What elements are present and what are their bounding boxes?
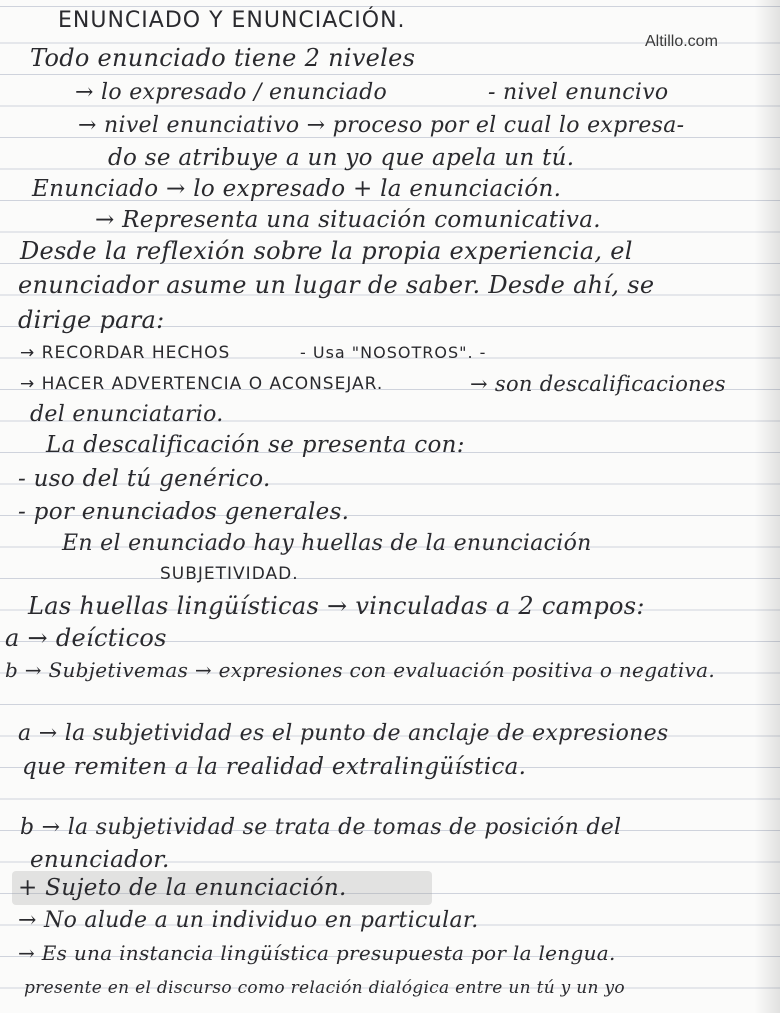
note-line: presente en el discurso como relación dialógica entre un tú y un yo [24, 978, 625, 998]
note-line: a → la subjetividad es el punto de anclaje de expresiones [18, 721, 669, 746]
note-line: Desde la reflexión sobre la propia experiencia, el [20, 237, 633, 265]
note-line: del enunciatario. [30, 402, 224, 427]
note-line: → son descalificaciones [470, 372, 726, 396]
watermark: Altillo.com [645, 33, 718, 50]
note-line: b → la subjetividad se trata de tomas de posición del [20, 815, 622, 840]
note-line: → HACER ADVERTENCIA O ACONSEJAR. [20, 374, 384, 394]
note-line: → Representa una situación comunicativa. [95, 207, 601, 233]
page-edge-shadow [754, 0, 780, 1013]
note-line: enunciador asume un lugar de saber. Desde ahí, se [18, 271, 655, 299]
note-line: SUBJETIVIDAD. [160, 564, 299, 584]
note-line: - Usa "NOSOTROS". - [300, 343, 487, 362]
note-line: → Es una instancia lingüística presupuesta por la lengua. [18, 941, 616, 965]
note-line: - nivel enuncivo [488, 80, 669, 105]
note-line: La descalificación se presenta con: [46, 432, 465, 458]
note-line: do se atribuye a un yo que apela un tú. [108, 145, 575, 171]
note-line: → nivel enunciativo → proceso por el cual lo expresa- [78, 113, 685, 138]
note-line: b → Subjetivemas → expresiones con evaluación positiva o negativa. [5, 658, 716, 682]
note-line: → RECORDAR HECHOS [20, 343, 231, 363]
heading: ENUNCIADO Y ENUNCIACIÓN. [58, 8, 406, 33]
note-line: que remiten a la realidad extralingüística. [22, 754, 527, 780]
note-line: → lo expresado / enunciado [75, 80, 388, 105]
note-line: En el enunciado hay huellas de la enunciación [62, 531, 592, 556]
note-line: dirige para: [18, 306, 165, 334]
note-line: - uso del tú genérico. [18, 466, 271, 492]
note-line: Las huellas lingüísticas → vinculadas a 2 campos: [28, 592, 645, 620]
note-line: Todo enunciado tiene 2 niveles [30, 44, 416, 72]
note-line: Enunciado → lo expresado + la enunciación. [32, 176, 562, 202]
note-line: a → deícticos [5, 624, 167, 652]
note-line: enunciador. [30, 847, 170, 873]
note-line: → No alude a un individuo en particular. [18, 908, 479, 933]
note-line: - por enunciados generales. [18, 499, 350, 525]
note-line: + Sujeto de la enunciación. [18, 875, 347, 901]
